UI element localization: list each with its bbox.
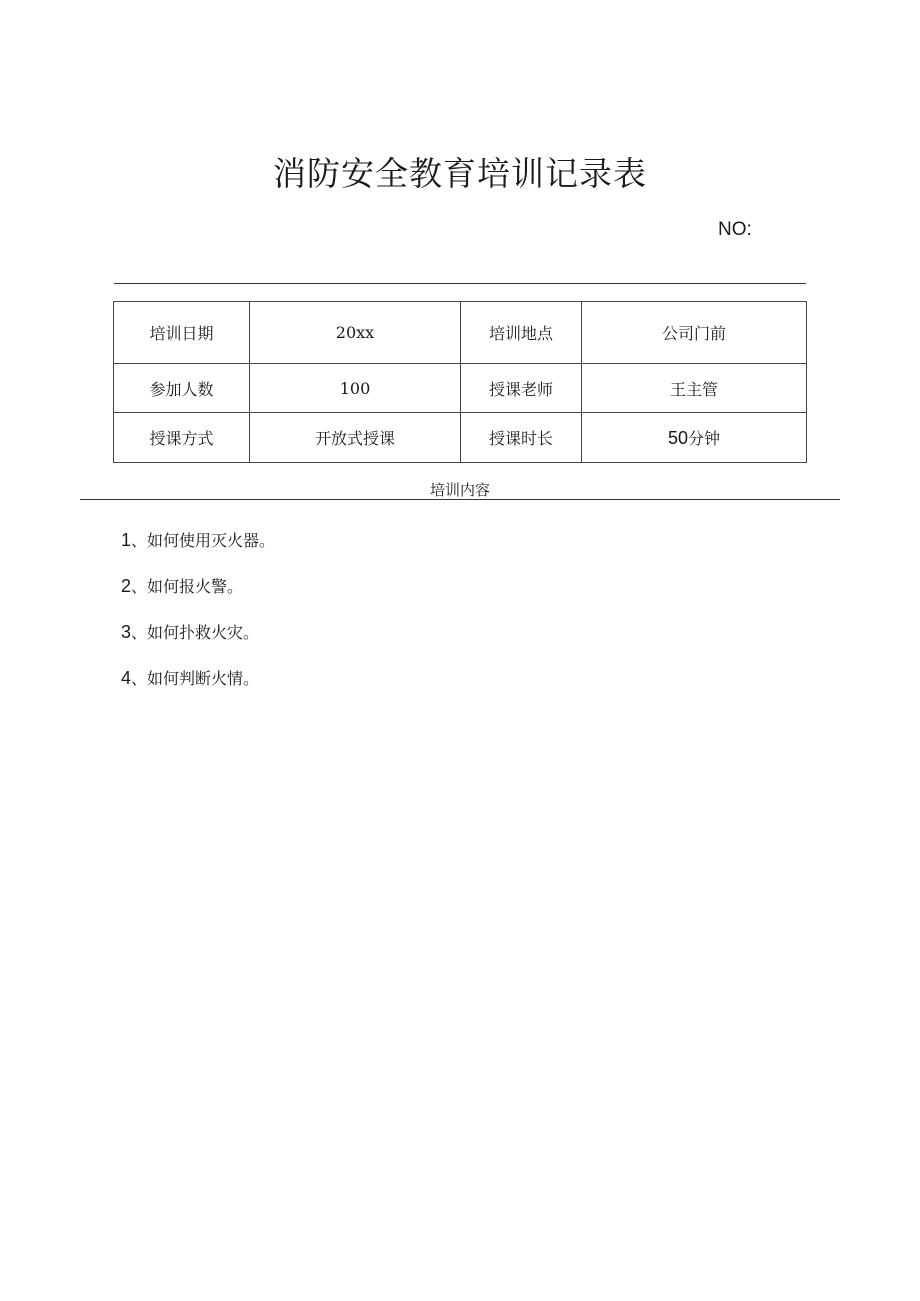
instructor-label: 授课老师 bbox=[461, 364, 582, 413]
list-item bbox=[121, 529, 275, 575]
teaching-method-label: 授课方式 bbox=[114, 413, 250, 463]
list-item bbox=[121, 667, 275, 713]
item-text: 如何判断火情。 bbox=[147, 669, 260, 688]
item-separator: 、 bbox=[131, 669, 148, 688]
list-item bbox=[121, 575, 275, 621]
training-location-value: 公司门前 bbox=[582, 302, 807, 364]
item-text: 如何扑救火灾。 bbox=[147, 623, 260, 642]
item-text: 如何报火警。 bbox=[147, 577, 244, 596]
attendee-count-value: 100 bbox=[250, 364, 461, 413]
training-location-label: 培训地点 bbox=[461, 302, 582, 364]
item-number: 2 bbox=[121, 576, 132, 596]
item-number: 3 bbox=[121, 622, 132, 642]
header-divider bbox=[114, 283, 806, 284]
duration-label: 授课时长 bbox=[461, 413, 582, 463]
list-item bbox=[121, 621, 275, 667]
item-separator: 、 bbox=[131, 623, 148, 642]
duration-number: 50 bbox=[667, 428, 688, 448]
item-separator: 、 bbox=[131, 531, 148, 550]
attendee-count-label: 参加人数 bbox=[114, 364, 250, 413]
training-date-label: 培训日期 bbox=[114, 302, 250, 364]
instructor-value: 王主管 bbox=[582, 364, 807, 413]
item-text: 如何使用灭火器。 bbox=[147, 531, 276, 550]
item-number: 1 bbox=[121, 530, 132, 550]
table-row bbox=[114, 413, 807, 463]
training-date-value: 20xx bbox=[250, 302, 461, 364]
item-number: 4 bbox=[121, 668, 132, 688]
duration-value bbox=[582, 413, 807, 463]
training-content-heading: 培训内容 bbox=[429, 481, 490, 499]
item-separator: 、 bbox=[131, 577, 148, 596]
table-row bbox=[114, 364, 807, 413]
document-title: 消防安全教育培训记录表 bbox=[273, 154, 647, 193]
duration-unit: 分钟 bbox=[688, 429, 721, 448]
table-row bbox=[114, 302, 807, 364]
record-number-label: NO: bbox=[718, 219, 752, 240]
training-content-list bbox=[121, 529, 275, 713]
training-info-table bbox=[113, 301, 807, 463]
content-divider bbox=[80, 499, 840, 500]
teaching-method-value: 开放式授课 bbox=[250, 413, 461, 463]
